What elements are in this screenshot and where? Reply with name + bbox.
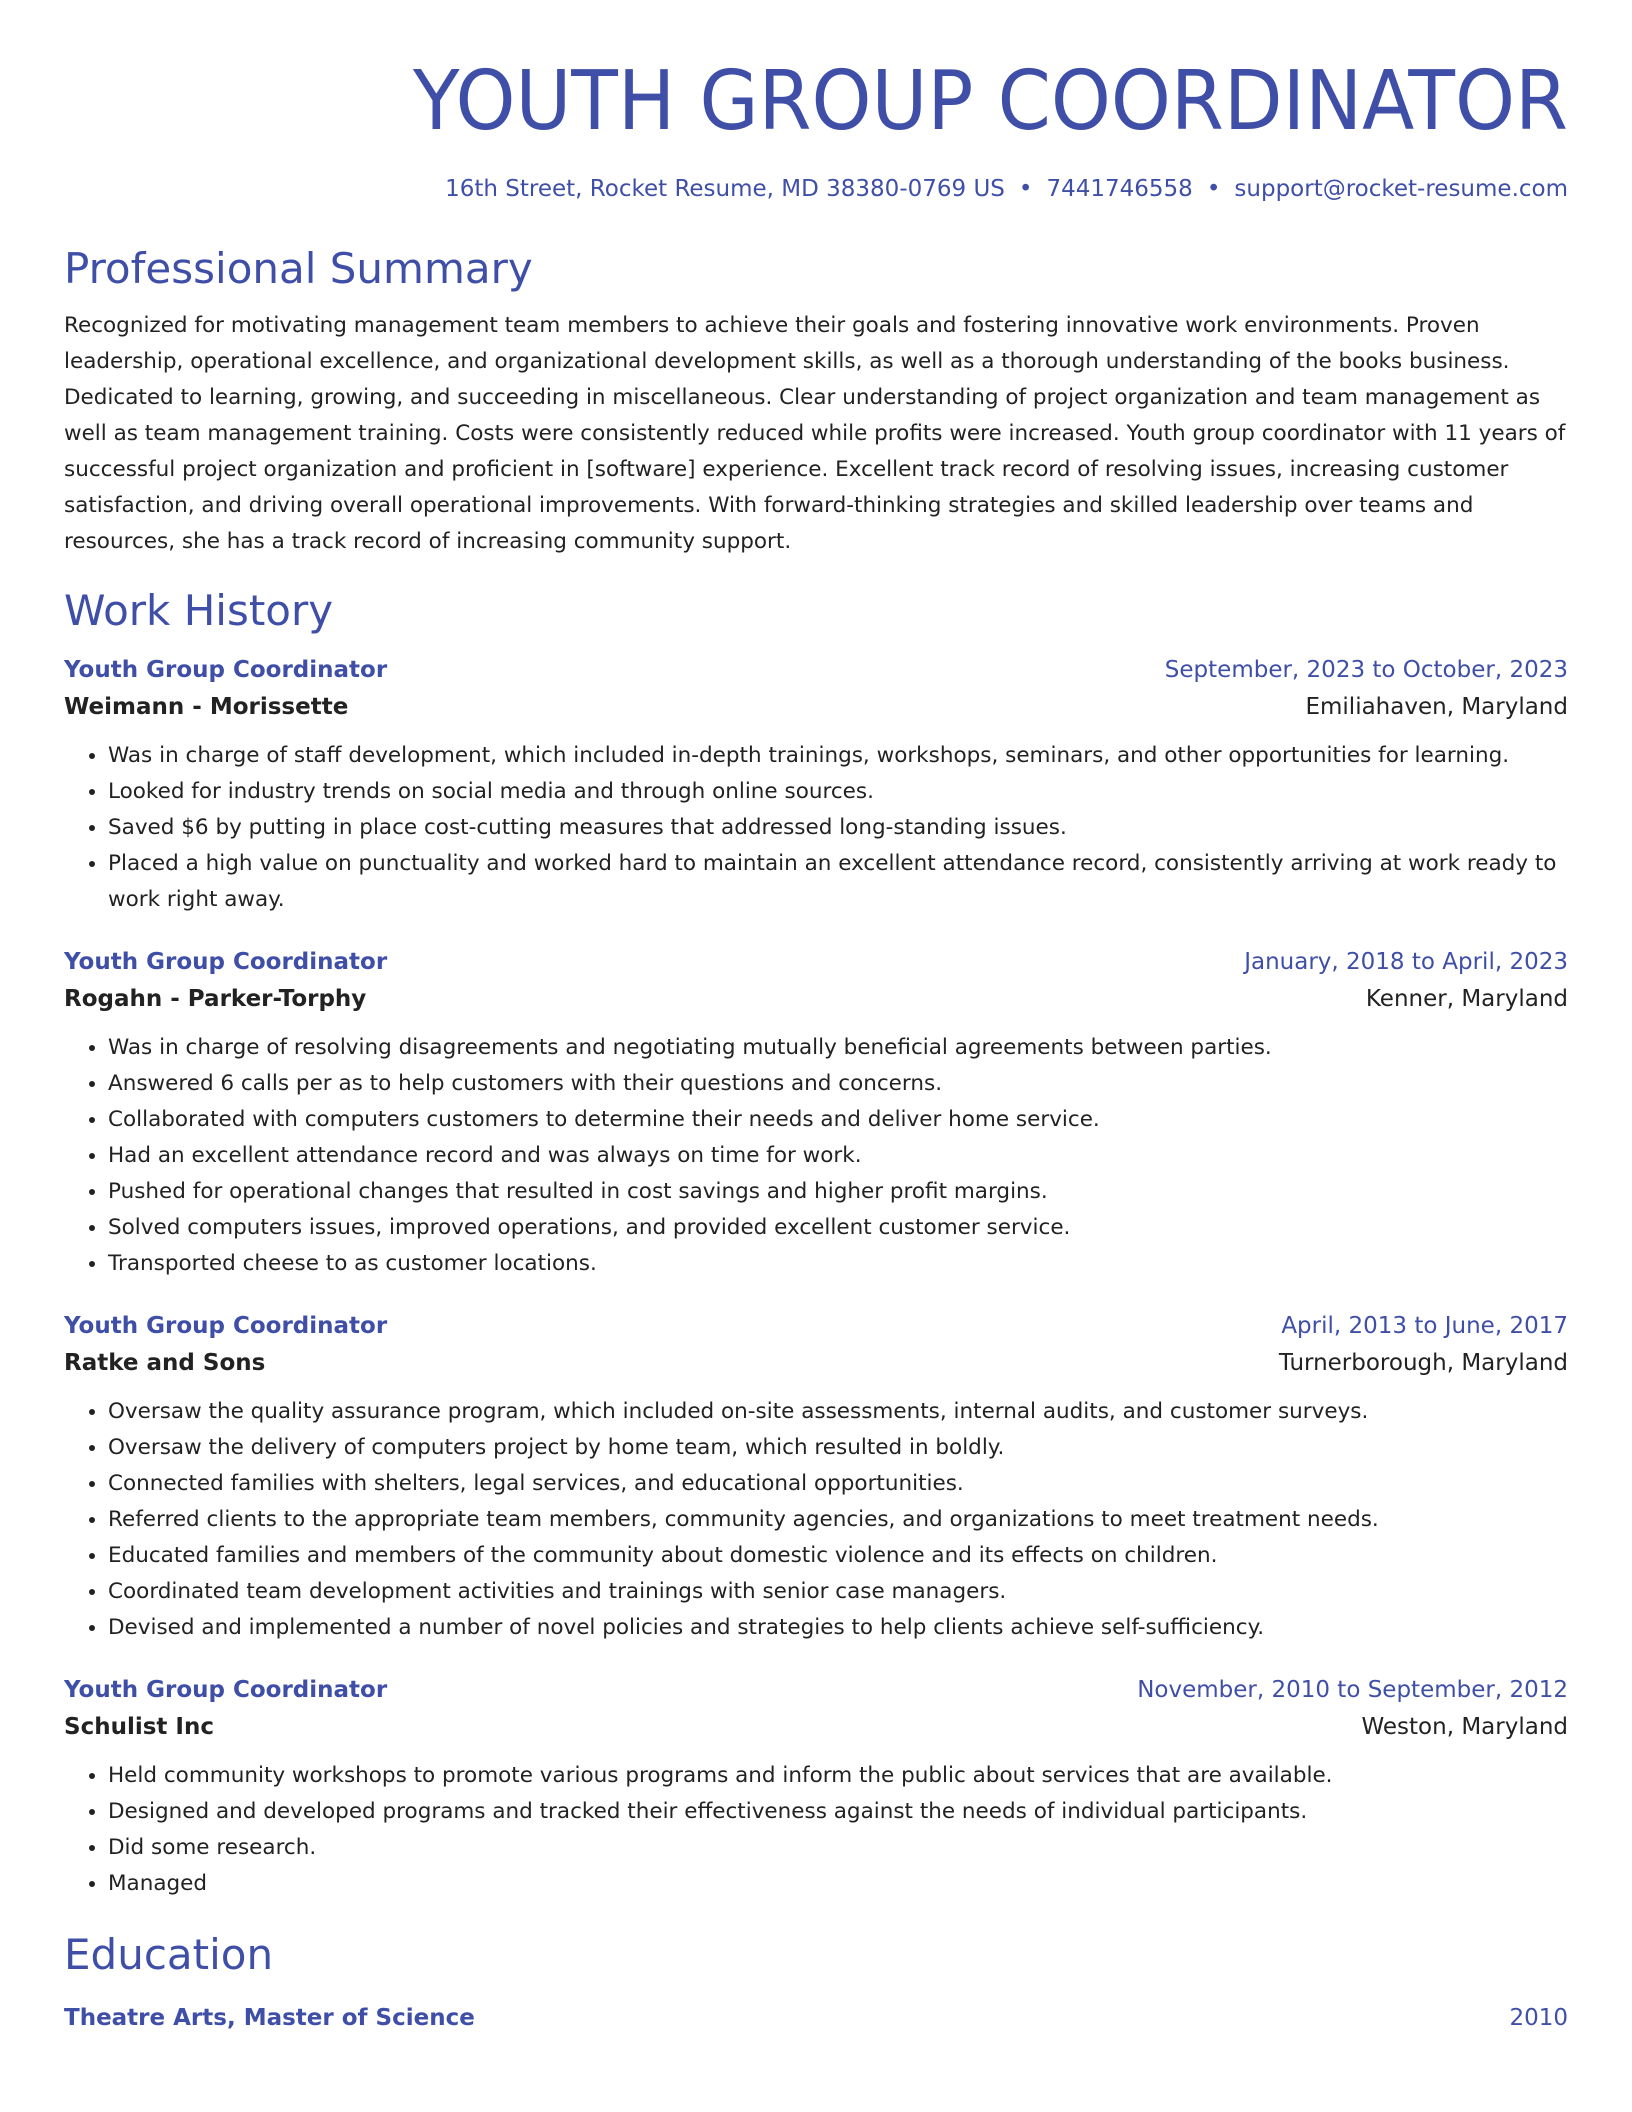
job-bullets [64,738,1568,918]
job-entry [64,652,1568,918]
job-bullet: • Managed [108,1866,1568,1902]
job-title: Youth Group Coordinator [64,1313,388,1339]
job-bullet: • Oversaw the delivery of computers project by home team, which resulted in boldly. [108,1430,1568,1466]
job-bullet: • Had an excellent attendance record and was always on time for work. [108,1138,1568,1174]
resume-header [64,0,1568,204]
job-bullet: • Designed and developed programs and tracked their effectiveness against the needs of individual participants. [108,1794,1568,1830]
job-entry [64,944,1568,1282]
contact-line [64,174,1568,204]
job-bullet: • Referred clients to the appropriate team members, community agencies, and organizations to meet treatment needs. [108,1502,1568,1538]
contact-address: 16th Street, Rocket Resume, MD 38380-0769 US [445,176,1005,202]
job-bullet: • Transported cheese to as customer locations. [108,1246,1568,1282]
job-bullet: • Was in charge of staff development, which included in-depth trainings, workshops, seminars, and other opportunities for learning. [108,738,1568,774]
education-heading: Education [64,1930,274,1979]
job-dates: November, 2010 to September, 2012 [1137,1677,1568,1703]
job-bullet: • Did some research. [108,1830,1568,1866]
contact-separator: • [1206,176,1221,202]
job-bullet: • Educated families and members of the community about domestic violence and its effects on children. [108,1538,1568,1574]
contact-phone: 7441746558 [1046,176,1193,202]
job-bullet: • Saved $6 by putting in place cost-cutting measures that addressed long-standing issues. [108,810,1568,846]
job-bullet: • Collaborated with computers customers to determine their needs and deliver home service. [108,1102,1568,1138]
education-year: 2010 [1509,2005,1568,2031]
job-bullet: • Placed a high value on punctuality and worked hard to maintain an excellent attendance record, consistently arriving at work ready to work right away. [108,846,1568,918]
job-title: Youth Group Coordinator [64,1677,388,1703]
job-bullet: • Answered 6 calls per as to help customers with their questions and concerns. [108,1066,1568,1102]
resume-page [64,0,1568,2036]
education-degree: Theatre Arts, Master of Science [64,2005,475,2031]
job-bullet: • Looked for industry trends on social media and through online sources. [108,774,1568,810]
job-bullet: • Coordinated team development activities and trainings with senior case managers. [108,1574,1568,1610]
job-bullets [64,1758,1568,1902]
job-bullet: • Held community workshops to promote various programs and inform the public about services that are available. [108,1758,1568,1794]
contact-separator: • [1018,176,1033,202]
contact-email: support@rocket-resume.com [1234,176,1568,202]
job-entry [64,1308,1568,1646]
job-company: Weimann - Morissette [64,694,349,720]
job-company: Ratke and Sons [64,1350,266,1376]
summary-heading: Professional Summary [64,244,533,293]
work-history-heading: Work History [64,586,334,635]
job-bullet: • Oversaw the quality assurance program, which included on-site assessments, internal audits, and customer surveys. [108,1394,1568,1430]
education-entry [64,2000,1568,2036]
job-location: Kenner, Maryland [1365,986,1568,1012]
job-bullet: • Was in charge of resolving disagreements and negotiating mutually beneficial agreements between parties. [108,1030,1568,1066]
job-location: Emiliahaven, Maryland [1305,694,1568,720]
job-dates: January, 2018 to April, 2023 [1244,949,1568,975]
job-bullet: • Pushed for operational changes that resulted in cost savings and higher profit margins. [108,1174,1568,1210]
job-bullets [64,1394,1568,1646]
job-entry [64,1672,1568,1902]
job-bullet: • Devised and implemented a number of novel policies and strategies to help clients achieve self-sufficiency. [108,1610,1568,1646]
job-dates: September, 2023 to October, 2023 [1164,657,1568,683]
job-location: Turnerborough, Maryland [1278,1350,1568,1376]
job-bullet: • Connected families with shelters, legal services, and educational opportunities. [108,1466,1568,1502]
job-bullet: • Solved computers issues, improved operations, and provided excellent customer service. [108,1210,1568,1246]
candidate-name: YOUTH GROUP COORDINATOR [413,54,1568,149]
job-company: Rogahn - Parker-Torphy [64,986,367,1012]
job-location: Weston, Maryland [1361,1714,1568,1740]
job-dates: April, 2013 to June, 2017 [1281,1313,1568,1339]
job-title: Youth Group Coordinator [64,657,388,683]
summary-text: Recognized for motivating management team members to achieve their goals and fostering innovative work environments. Proven leadership, operational excellence, and organizational development skills, as well as a thorough understanding of the books business. Dedicated to learning, growing, and succeeding in miscellaneous. Clear understanding of project organization and team management as well as team management training. Costs were consistently reduced while profits were increased. Youth group coordinator with 11 years of successful project organization and proficient in [software] experience. Excellent track record of resolving issues, increasing customer satisfaction, and driving overall operational improvements. With forward-thinking strategies and skilled leadership over teams and resources, she has a track record of increasing community support. [64,313,1566,554]
job-title: Youth Group Coordinator [64,949,388,975]
job-company: Schulist Inc [64,1714,214,1740]
job-bullets [64,1030,1568,1282]
